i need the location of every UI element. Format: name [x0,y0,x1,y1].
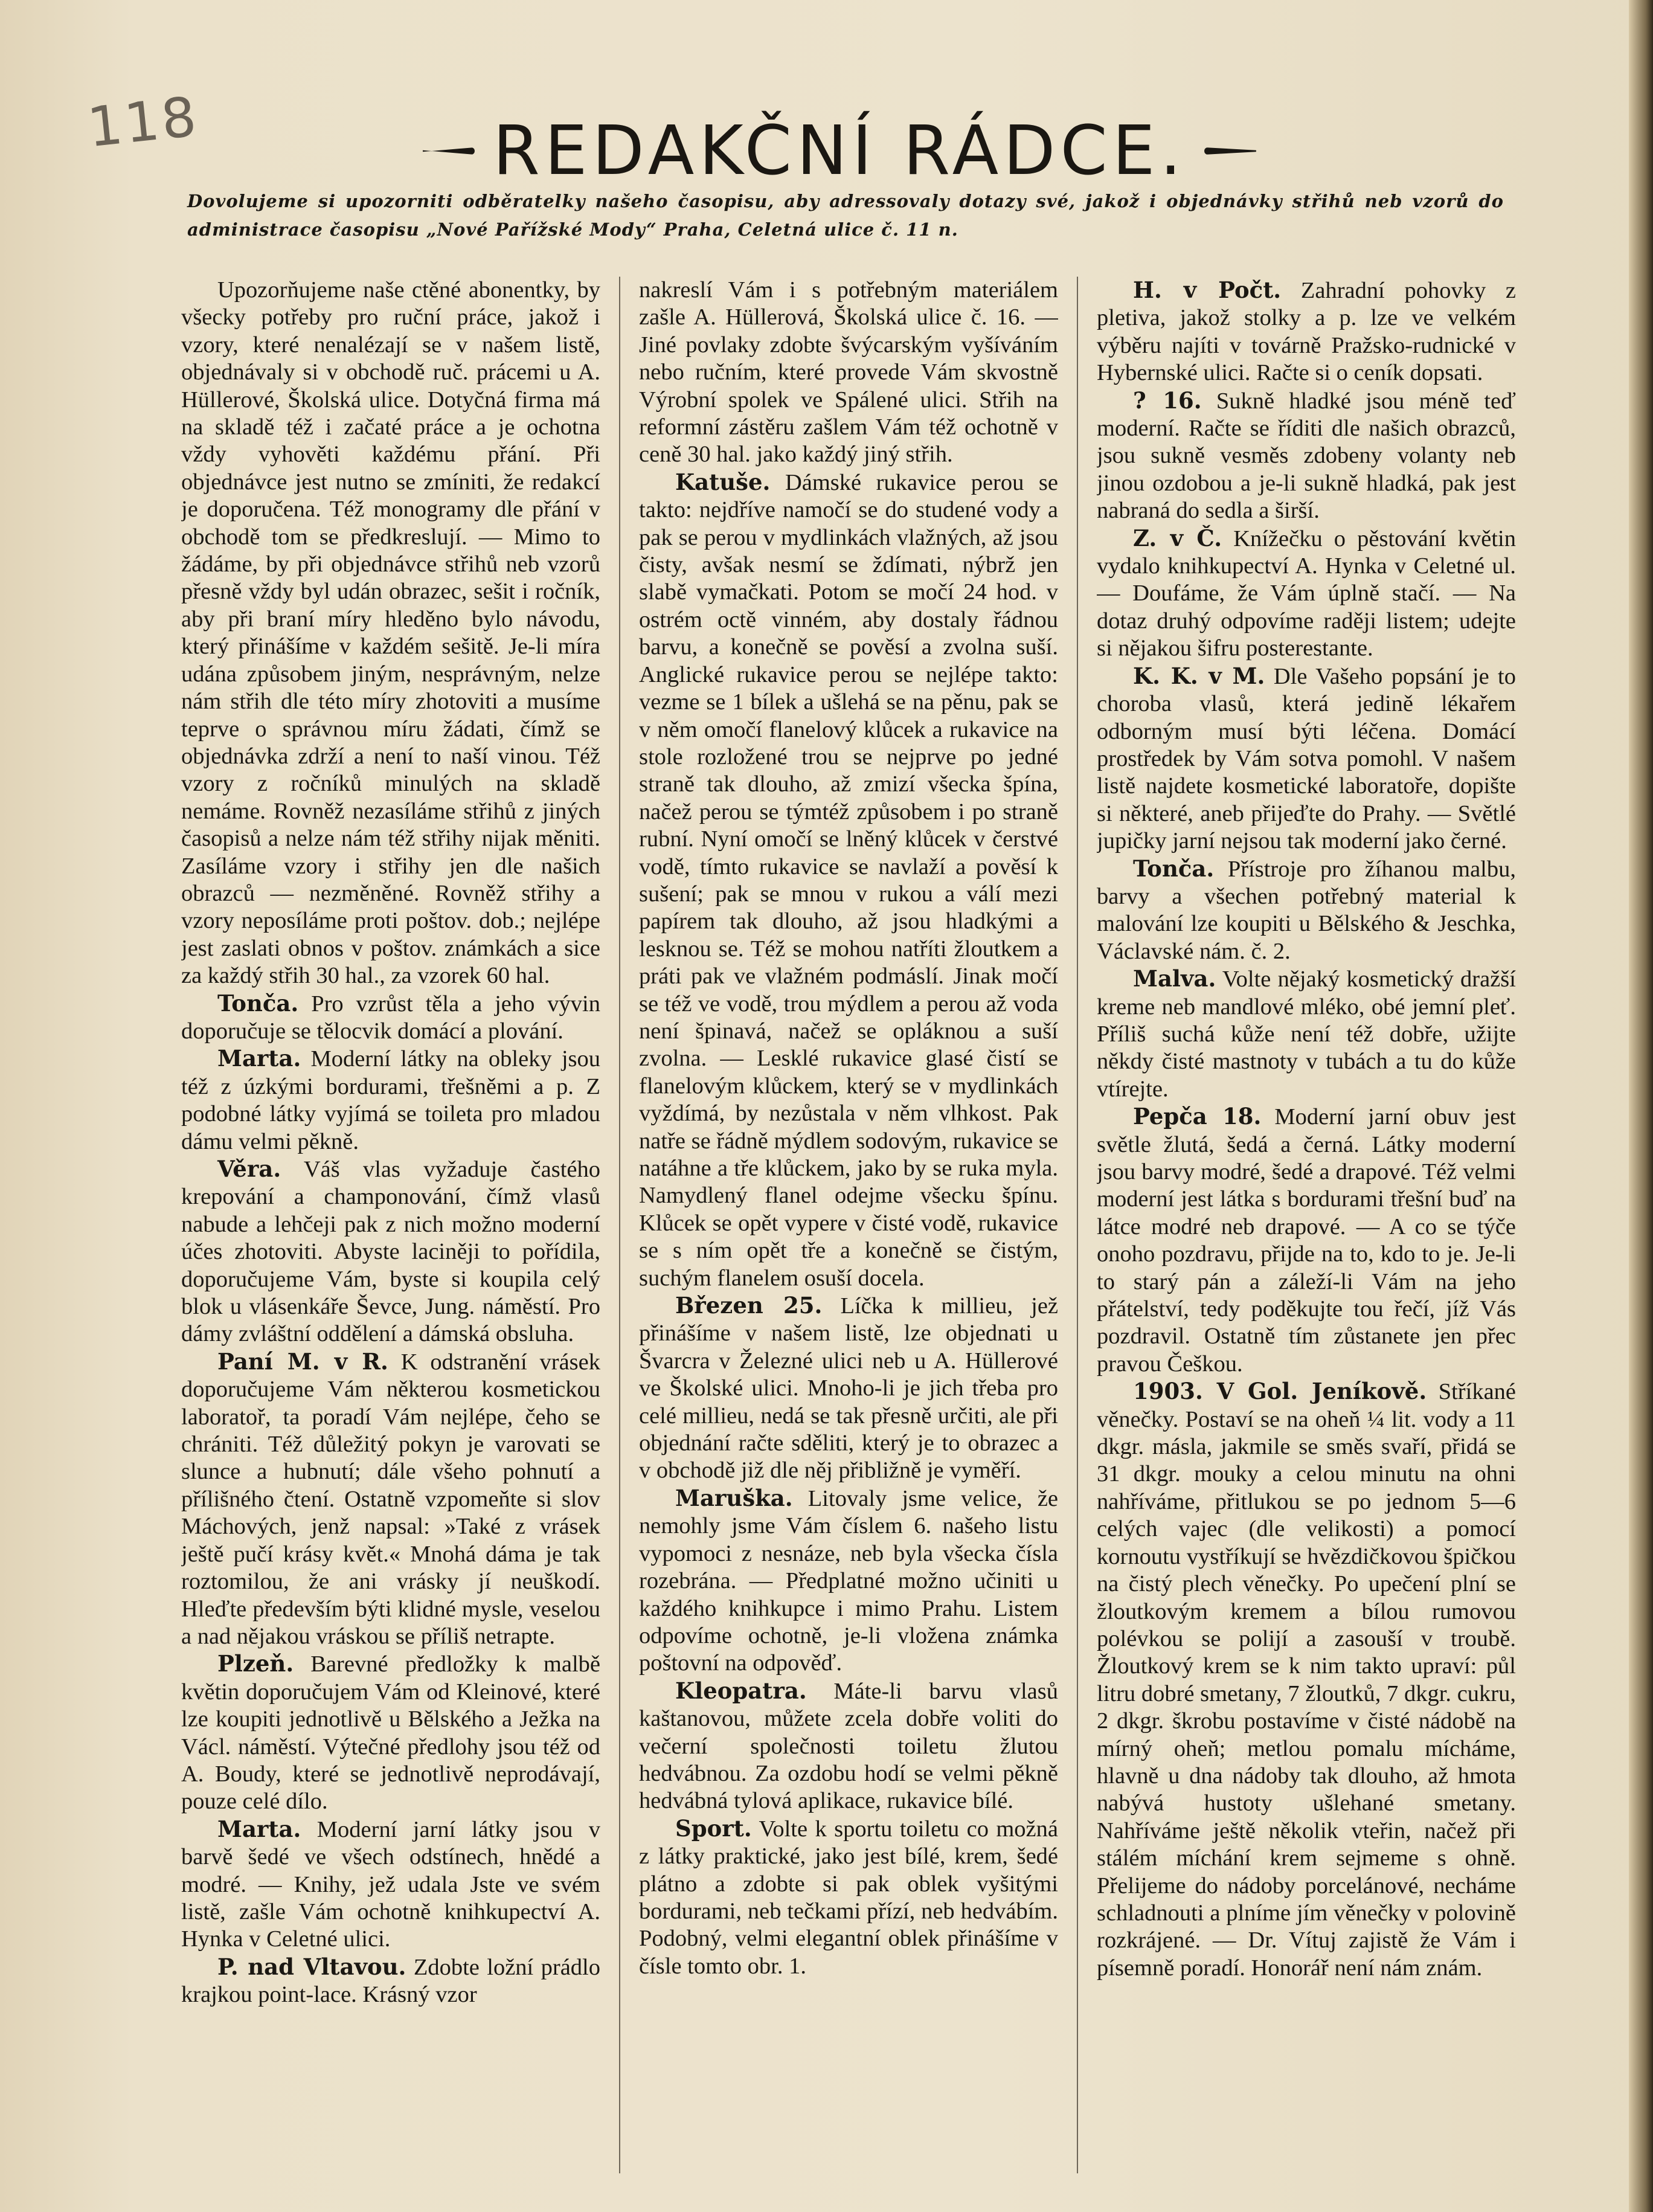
entry-text: Pro vzrůst těla a jeho vývin doporučuje se tělocvik domácí a plování. [181,991,600,1044]
page-number: 118 [85,85,202,160]
entry-text: Moderní jarní obuv jest světle žlutá, šedá a černá. Látky moderní jsou barvy modré, šedé a drapové. Též velmi moderní jest látka s bordurami třešní buď na látce modré neb drapové. — A co se týče onoho pozdravu, přijde na to, kdo to je. Je-li to starý pán a záleží-li Vám na jeho přátelství, tedy poděkujte tou řečí, jíž Vás pozdravil. Ostatně tím zůstanete jen přec pravou Češkou. [1097,1104,1516,1377]
entry-text: Sukně hladké jsou méně teď moderní. Račte se říditi dle našich obrazců, jsou sukně vesměs zdobeny volanty neb jinou ozdobou a je-li sukně hladká, pak jest nabraná do sedla a širší. [1097,388,1516,524]
entry-addressee: Katuše. [675,468,771,495]
entry-text: Volte k sportu toiletu co možná z látky praktické, jako jest bílé, krem, šedé plátno a zdobte si pak oblek vyšitými bordurami, neb tečkami přízí, neb hedvábím. Podobný, velmi elegantní oblek přinášíme v čísle tomto obr. 1. [639,1816,1058,1979]
answer-entry [639,1677,1058,1815]
column-1 [181,277,600,2179]
entry-addressee: Kleopatra. [675,1677,807,1704]
text-columns [181,277,1516,2179]
entry-addressee: P. nad Vltavou. [217,1953,406,1980]
answer-entry [1097,965,1516,1103]
column-3 [1097,277,1516,2179]
page-title: REDAKČNÍ RÁDCE. [492,112,1187,190]
entry-text: Dámské rukavice perou se takto: nejdříve namočí se do studené vody a pak se perou v mydlinkách vlažných, až jsou čisty, avšak nesmí se ždímati, nýbrž jen slabě vymačkati. Potom se močí 24 hod. v ostrém octě vinném, aby dostaly řádnou barvu, a konečně se pověsí a zvolna suší. Anglické rukavice perou se nejlépe takto: vezme se 1 bílek a ušlehá se na pěnu, pak se v něm omočí flanelový klůcek a rukavice na stole rozložené trou se nejprve po jedné straně tak dlouho, až zmizí všecka špína, načež perou se týmtéž způsobem i po straně rubní. Nyní omočí se lněný klůcek v čerstvé vodě, tímto rukavice se navlaží a pověsí k sušení; pak se mnou v rukou a válí mezi papírem tak dlouho, až jsou hladkými a lesknou se. Též se mohou natříti žloutkem a práti pak ve vlažném podmáslí. Jinak močí se též ve vodě, trou mýdlem a perou až voda není špinavá, načež se opláknou a suší zvolna. — Lesklé rukavice glasé čistí se flanelovým klůckem, který se v mydlinkách vyždímá, by nezůstala v něm vlhkost. Pak natře se řádně mýdlem sodovým, rukavice se natáhne a tře klůckem, jako by se ruka myla. Namydlený flanel odejme všecku špínu. Klůcek se opět vypere v čisté vodě, rukavice se s ním opět tře a konečně se čistým, suchým flanelem osuší docela. [639,469,1058,1291]
title-rule-left [423,147,475,155]
entry-text: Litovaly jsme velice, že nemohly jsme Vám číslem 6. našeho listu vypomoci z nesnáze, neb byla všecka čísla rozebrána. — Předplatné možno učiniti u každého knihkupce i mimo Prahu. Listem odpovíme ochotně, je-li vložena známka poštovní na odpověď. [639,1485,1058,1676]
answer-entry [181,1045,600,1156]
entry-addressee: Paní M. v R. [217,1348,388,1375]
entry-addressee: Plzeň. [217,1650,294,1677]
editorial-notice: Dovolujeme si upozorniti odběratelky našeho časopisu, aby adressovaly dotazy své, jakož i objednávky střihů neb vzorů do administrace časopisu „Nové Pařížské Mody“ Praha, Celetná ulice č. 11 n. [187,191,1504,240]
answer-entry [181,1953,600,2009]
answer-entry [639,277,1058,469]
entry-text: Dle Vašeho popsání je to choroba vlasů, která jedině lékařem odborným musí býti léčena. Domácí prostředek by Vám sotva pomohl. V našem listě najdete kosmetické laboratoře, dopište si některé, aneb přijeďte do Prahy. — Světlé jupičky jarní nejsou tak moderní jako černé. [1097,663,1516,854]
answer-entry [1097,277,1516,387]
entry-text: Váš vlas vyžaduje častého krepování a champonování, čímž vlasů nabude a lehčeji pak z nich možno moderní účes zhotoviti. Abyste laciněji to pořídila, doporučujeme Vám, byste si koupila celý blok u vlásenkáře Ševce, Jung. náměstí. Pro dámy zvláštní oddělení a dámská obsluha. [181,1157,600,1347]
entry-text: Zdobte ložní prádlo krajkou point-lace. Krásný vzor [181,1954,600,2008]
entry-text: Máte-li barvu vlasů kaštanovou, můžete zcela dobře voliti do večerní společnosti toiletu žlutou hedvábnou. Za ozdobu hodí se velmi pěkně hedvábná tylová aplikace, rukavice bílé. [639,1678,1058,1814]
title-rule-right [1204,147,1256,155]
answer-entry [1097,663,1516,855]
entry-text: Moderní látky na obleky jsou též z úzkými bordurami, třešněmi a p. Z podobné látky vyjímá se toileta pro mladou dámu velmi pěkně. [181,1046,600,1154]
answer-entry [181,277,600,990]
entry-text: Knížečku o pěstování květin vydalo knihkupectví A. Hynka v Celetné ul. — Doufáme, že Vám úplně stačí. — Na dotaz druhý odpovíme raději listem; udejte si nějakou šifru posterestante. [1097,526,1516,661]
entry-addressee: Malva. [1133,965,1216,992]
entry-text: Volte nějaký kosmetický dražší kreme neb mandlové mléko, obé jemní pleť. Příliš suchá kůže není též dobře, užijte někdy čisté mastnoty v tubách a tu do kůže vtírejte. [1097,966,1516,1102]
answer-entry [1097,1103,1516,1378]
entry-addressee: Sport. [675,1815,752,1842]
answer-entry [181,1348,600,1650]
answer-entry [181,1156,600,1348]
entry-addressee: Marta. [217,1815,301,1842]
answer-entry [1097,855,1516,966]
answer-entry [639,469,1058,1292]
entry-addressee: Věra. [217,1156,281,1182]
entry-addressee: Tonča. [1133,855,1215,882]
entry-addressee: Z. v Č. [1133,524,1222,551]
column-divider [619,277,620,2173]
entry-addressee: K. K. v M. [1133,662,1265,689]
answer-entry [639,1485,1058,1677]
entry-text: Stříkané věnečky. Postaví se na oheň ¼ lit. vody a 11 dkgr. másla, jakmile se směs svaří, přidá se 31 dkgr. mouky a celou minutu na ohni nahříváme, přitlukou se po jednom 5—6 celých vajec (dle velikosti) a pomocí kornoutu vystříkují se hvězdičkovou špičkou na čistý plech věnečky. Po upečení plní se žloutkovým kremem a bílou rumovou polévkou se polijí a zasouší v troubě. Žloutkový krem se k nim takto upraví: půl litru dobré smetany, 7 žloutků, 7 dkgr. cukru, 2 dkgr. škrobu postavíme v čisté nádobě na mírný oheň; metlou pomalu mícháme, hlavně u dna nádoby tak dlouho, až hmota nabývá hustoty ušlehané smetany. Nahříváme ještě několik vteřin, načež při stálém míchání krem sejmeme s ohně. Přelijeme do nádoby porcelánové, necháme schladnouti a plníme jím věnečky v polovině rozkrájené. — Dr. Vítuj zajistě že Vám i písemně poradí. Honorář není nám znám. [1097,1379,1516,1981]
entry-text: Líčka k millieu, jež přinášíme v našem listě, lze objednati u Švarcra v Železné ulici neb u A. Hüllerové ve Školské ulici. Mnoho-li je jich třeba pro celé millieu, nedá se tak přesně určiti, ale při objednání račte sděliti, který je to obrazec a v obchodě již dle něj přibližně je vyměří. [639,1293,1058,1484]
answer-entry [181,1816,600,1953]
title-row [423,109,1256,193]
entry-addressee: Marta. [217,1045,301,1072]
entry-text: K odstranění vrásek doporučujeme Vám některou kosmetickou laboratoř, ta poradí Vám nejlépe, čeho se chrániti. Též důležitý pokyn je varovati se slunce a hubnutí; dále všeho pohnutí a přílišného čtení. Ostatně vzpomeňte si slov Máchových, jenž napsal: »Také z vrásek ještě pučí krásy květ.« Mnohá dáma je tak roztomilou, že ani vrásky jí neuškodí. Hleďte především býti klidné mysle, veselou a nad nějakou vráskou se příliš netrapte. [181,1349,600,1649]
answer-entry [181,990,600,1046]
entry-addressee: 1903. V Gol. Jeníkově. [1133,1378,1427,1405]
answer-entry [1097,387,1516,525]
answer-entry [1097,1378,1516,1982]
entry-text: Zahradní pohovky z pletiva, jakož stolky a p. lze ve velkém výběru najíti v továrně Pražsko-rudnické v Hybernské ulici. Račte si o ceník dopsati. [1097,278,1516,386]
answer-entry [639,1815,1058,1980]
entry-addressee: Maruška. [675,1484,793,1511]
entry-text: Moderní jarní látky jsou v barvě šedé ve všech odstínech, hnědé a modré. — Knihy, jež udala Jste ve svém listě, zašle Vám ochotně knihkupectví A. Hynka v Celetné ulici. [181,1816,600,1952]
entry-addressee: ? 16. [1133,387,1202,414]
answer-entry [1097,525,1516,663]
entry-text: nakreslí Vám i s potřebným materiálem zašle A. Hüllerová, Školská ulice č. 16. — Jiné povlaky zdobte švýcarským vyšíváním nebo ručním, které provede Vám skvostně Výrobní spolek ve Spálené ulici. Střih na reformní zástěru zašlem Vám též ochotně v ceně 30 hal. jako každý jiný střih. [639,277,1058,468]
answer-entry [639,1292,1058,1485]
entry-addressee: Pepča 18. [1133,1103,1262,1130]
entry-text: Upozorňujeme naše ctěné abonentky, by všecky potřeby pro ruční práce, jakož i vzory, které nenalézají se v našem listě, objednávaly si v obchodě ruč. prácemi u A. Hüllerové, Školská ulice. Dotyčná firma má na skladě též i začaté práce a je ochotna vždy vyhověti každému přání. Při objednávce jest nutno se zmíniti, že redakcí je doporučena. Též monogramy dle přání v obchodě tom se předkreslují. — Mimo to žádáme, by při objednávce střihů neb vzorů přesně vždy byl udán obrazec, sešit i ročník, aby při braní míry hleděno bylo návodu, který přinášíme v každém sešitě. Je-li míra udána způsobem jiným, nesprávným, nelze nám střih dle této míry zhotoviti a musíme teprve o správnou míru žádati, čímž se objednávka zdrží a není to naší vinou. Též vzory z ročníků minulých na skladě nemáme. Rovněž nezasíláme střihů z jiných časopisů a nelze nám též střihy nijak měniti. Zasíláme vzory i střihy jen dle našich obrazců — nezměněné. Rovněž střihy a vzory neposíláme proti poštov. dob.; nejlépe jest zaslati obnos v poštov. známkách a sice za každý střih 30 hal., za vzorek 60 hal. [181,277,600,989]
entry-text: Barevné předložky k malbě květin doporučujem Vám od Kleinové, které lze koupiti jednotlivě u Bělského a Ježka na Václ. náměstí. Výtečné předlohy jsou též od A. Boudy, které se jednotlivě neprodávají, pouze celé dílo. [181,1651,600,1815]
answer-entry [181,1650,600,1815]
entry-addressee: Březen 25. [675,1292,823,1319]
column-2 [639,277,1058,2179]
page-binding-edge [1629,0,1653,2212]
entry-text: Přístroje pro žíhanou malbu, barvy a všechen potřebný material k malování lze koupiti u Bělského & Jeschka, Václavské nám. č. 2. [1097,856,1516,964]
entry-addressee: H. v Počt. [1133,277,1282,303]
entry-addressee: Tonča. [217,989,299,1017]
column-divider [1077,277,1078,2173]
